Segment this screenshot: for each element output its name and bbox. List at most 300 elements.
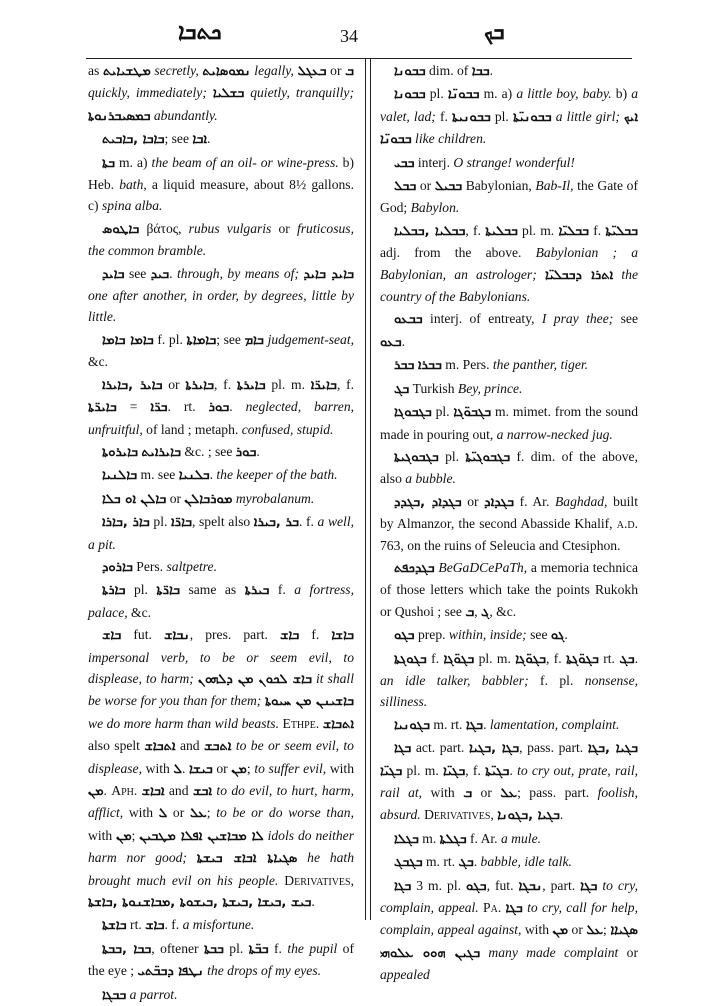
entry-text: f. dim. of the above, also bbox=[380, 448, 638, 487]
syriac-word: ܒܘܪ bbox=[208, 400, 230, 416]
syriac-word: ܒܓܕܐܕ ,ܒܓܕܕ bbox=[394, 494, 462, 510]
entry-text: 763, on the ruins of Seleucia and Ctesiphon. bbox=[380, 537, 621, 553]
syriac-word: ܒܐܝܪܬܐ bbox=[236, 377, 266, 393]
entry-text: the drops of my eyes. bbox=[203, 963, 322, 979]
syriac-word: ܐܒܐ bbox=[192, 132, 207, 148]
dictionary-entry bbox=[88, 329, 354, 373]
dictionary-entry bbox=[380, 851, 638, 873]
entry-text: quietly, tranquilly; bbox=[244, 85, 354, 101]
dictionary-entry bbox=[88, 579, 354, 623]
syriac-word: ܢܒܓܐ bbox=[518, 878, 543, 894]
syriac-word: ܢܒܐܫ bbox=[163, 628, 190, 644]
entry-text: a well, a pit. bbox=[88, 514, 354, 552]
syriac-word: ܒܒܘܢܐ bbox=[394, 64, 426, 79]
entry-text: b) Heb. bbox=[88, 154, 354, 193]
entry-text: with bbox=[422, 785, 464, 800]
syriac-word: ܒܒܠܝ̈ܐ bbox=[558, 223, 590, 239]
entry-text: m. a) bbox=[479, 86, 517, 102]
syriac-word: ܒܒܥܘ bbox=[394, 312, 423, 328]
syriac-word: ܒܬܐ bbox=[102, 155, 115, 171]
syriac-word: ܒܐܒܐ ,ܒܐܒܝܬ bbox=[102, 132, 165, 148]
entry-text: interj. of entreaty, bbox=[422, 311, 542, 327]
entry-text: pl. bbox=[431, 404, 454, 420]
syriac-word: ܒܐܫ bbox=[145, 918, 165, 934]
entry-text: , f. bbox=[465, 762, 486, 778]
syriac-word: ܒܐܪܘܕ bbox=[102, 559, 133, 575]
syriac-word: ܒܓܐ ,ܒܓܝܐ bbox=[468, 741, 520, 757]
syriac-word: ܐܬܒܐܫ bbox=[144, 739, 176, 755]
entry-text: or bbox=[618, 944, 639, 960]
entry-text: I pray thee; bbox=[541, 311, 614, 327]
entry-text: f. bbox=[268, 940, 288, 956]
syriac-word: ܒܓܝܐ ,ܒܓܐ bbox=[587, 741, 638, 757]
dictionary-entry bbox=[380, 60, 638, 82]
syriac-word: ܒܓܐ bbox=[580, 878, 598, 894]
syriac-word: ܒܒܐ bbox=[471, 64, 490, 79]
syriac-word: ܒܓܕܟܦܬ bbox=[394, 560, 435, 576]
syriac-word: ܒܒܠ bbox=[394, 179, 417, 195]
entry-text: rubus vulgaris bbox=[188, 220, 272, 236]
syriac-word: ܡܛܫܝܐܝܬ bbox=[102, 64, 151, 79]
syriac-word: ܠ bbox=[158, 806, 168, 822]
entry-text: and bbox=[164, 783, 193, 798]
entry-text: Babylonian ; a Babylonian, an astrologer; bbox=[380, 245, 638, 282]
entry-text: pl. m. bbox=[265, 376, 311, 392]
entry-text: through, by means of; bbox=[177, 265, 299, 281]
syriac-word: ܒܐܠܢ ܐܘ ܒܠܐ bbox=[102, 491, 167, 507]
syriac-word: ܒܪ̈ܐ bbox=[150, 400, 168, 416]
syriac-word: ܥܠ bbox=[586, 923, 604, 939]
entry-text: myrobalanum. bbox=[235, 490, 315, 506]
entry-text: &c. bbox=[127, 604, 152, 620]
entry-text: pl. m. bbox=[517, 222, 559, 238]
dictionary-entry bbox=[88, 218, 354, 262]
syriac-word: ܣܓܝܐܬܐ ܐܒܐܫ ܒܝܫܬܐ bbox=[196, 851, 298, 867]
syriac-word: ܒܐܪ̈ܬܐ bbox=[156, 583, 180, 599]
entry-text: ; bbox=[206, 805, 217, 821]
grammar-label: Aph. bbox=[111, 783, 138, 798]
syriac-word: ܒܒܪ bbox=[394, 358, 415, 374]
syriac-word: ܒܐܛܘܣ bbox=[102, 221, 140, 237]
entry-text: . bbox=[483, 716, 490, 732]
syriac-word: ܒܐܫ bbox=[280, 628, 300, 644]
syriac-word: ܒܐܫ bbox=[102, 628, 122, 644]
entry-text: . bbox=[473, 854, 481, 870]
dictionary-entry bbox=[380, 308, 638, 353]
entry-text: pl. bbox=[223, 940, 249, 956]
dictionary-entry bbox=[88, 464, 354, 486]
header-right-word: ܒܟ bbox=[484, 20, 505, 45]
entry-text: m. a) bbox=[114, 154, 152, 170]
syriac-word: ܒܝܫ ,ܒܝܫܐ ,ܒܝܫܬܐ ,ܒܝܫܘܬܐ ,ܡܒܐܫܢܘܬܐ ,ܒܐܫܬܐ bbox=[88, 895, 312, 911]
entry-text: , &c. bbox=[489, 603, 517, 619]
syriac-word: ܒܓܘ̈ܓܬܐ bbox=[566, 651, 599, 667]
entry-text: , part. bbox=[542, 877, 581, 893]
entry-text: or bbox=[166, 490, 185, 506]
entry-text: or bbox=[416, 178, 435, 194]
syriac-word: ܒܐܫܝܢܢ ܡܢ ܚܝܘܬܐ bbox=[264, 694, 354, 710]
syriac-word: ܒܓܝ̈ܬܐ bbox=[485, 763, 510, 779]
entry-text: m. mimet. from the sound made in pouring out, bbox=[380, 404, 638, 442]
dictionary-entry bbox=[380, 175, 638, 219]
dictionary-entry bbox=[380, 648, 638, 713]
syriac-word: ܥܠ bbox=[500, 786, 518, 801]
dictionary-entry bbox=[88, 263, 354, 328]
syriac-word: ܒܓܠܐ bbox=[394, 831, 419, 847]
dictionary-entry bbox=[88, 511, 354, 555]
entry-text: . bbox=[103, 783, 112, 798]
syriac-word: ܒܐܫܬܐ bbox=[102, 918, 127, 934]
entry-text: , spelt also bbox=[191, 514, 254, 530]
entry-text: . bbox=[311, 894, 315, 910]
dictionary-entry bbox=[380, 737, 638, 827]
entry-text: secretly, bbox=[150, 63, 203, 78]
entry-text: , bbox=[474, 603, 481, 619]
entry-text: with bbox=[123, 805, 159, 821]
entry-text: to cry, complain, appeal. bbox=[380, 877, 638, 916]
entry-text: . bbox=[169, 265, 178, 281]
syriac-word: ܥܠ bbox=[189, 806, 207, 822]
entry-text: also spelt bbox=[88, 738, 145, 754]
syriac-word: ܒܒܠܝܬܐ bbox=[485, 223, 518, 239]
syriac-word: ܠ bbox=[173, 761, 182, 777]
entry-text: ; see bbox=[216, 331, 245, 347]
entry-text: many made complaint bbox=[480, 944, 619, 960]
syriac-word: ܡܢ bbox=[116, 828, 132, 844]
entry-text: f. bbox=[435, 108, 453, 124]
dictionary-entry bbox=[380, 714, 638, 736]
entry-text: . bbox=[181, 760, 189, 776]
entry-text: built by Almanzor, the second Abasside Khalif, bbox=[380, 493, 638, 532]
entry-text: or bbox=[472, 785, 501, 800]
syriac-word: ܒܐܡܐܬܐ bbox=[186, 332, 217, 348]
entry-text: impersonal verb, bbox=[88, 649, 189, 665]
entry-text: f. bbox=[426, 650, 444, 666]
entry-text: . bbox=[634, 650, 638, 666]
dictionary-entry bbox=[88, 938, 354, 983]
entry-text: , f. bbox=[336, 376, 355, 392]
syriac-word: ܡܢ bbox=[231, 761, 247, 777]
header-rule bbox=[86, 58, 632, 59]
syriac-word: ܒܓ bbox=[394, 381, 410, 397]
entry-text: rt. bbox=[598, 650, 620, 666]
entry-text: pl. bbox=[425, 86, 448, 102]
syriac-word: ܒܓܐ bbox=[505, 901, 523, 917]
entry-text: a little boy, baby. bbox=[516, 86, 612, 102]
entry-text: prep. bbox=[414, 627, 449, 643]
dictionary-entry bbox=[380, 152, 638, 174]
syriac-word: ܒܒܝܠ bbox=[434, 179, 463, 195]
running-header bbox=[0, 10, 704, 60]
syriac-word: ܓܘ bbox=[550, 628, 565, 644]
syriac-word: ܒܓܘ̈ܓܐ bbox=[515, 651, 547, 667]
syriac-word: ܒܒܘܢܝܬܐ bbox=[452, 109, 491, 125]
entry-text: a little girl; bbox=[555, 108, 620, 124]
syriac-word: ܐܒܐܫ bbox=[141, 784, 165, 799]
entry-text: f. Ar. bbox=[513, 493, 555, 509]
entry-text: or bbox=[568, 922, 587, 938]
column-divider bbox=[365, 58, 371, 920]
syriac-word: ܒܐܪ ,ܒܐܪܐ bbox=[102, 515, 150, 531]
entry-text: Bey, prince. bbox=[457, 380, 523, 396]
dictionary-entry bbox=[380, 491, 638, 556]
dictionary-entry bbox=[380, 401, 638, 445]
syriac-word: ܐܬܪܐ ܕܒܒܠܝ̈ܐ bbox=[544, 267, 614, 283]
syriac-word: ܒܫܠܝܐ bbox=[212, 86, 245, 102]
entry-text: neglected, barren, unfruitful, bbox=[88, 399, 355, 437]
entry-text: a misfortune. bbox=[182, 917, 255, 933]
entry-text: , pres. part. bbox=[189, 627, 280, 643]
syriac-word: ܒܓܒܓ bbox=[394, 855, 423, 871]
entry-text: bath bbox=[119, 177, 144, 193]
entry-text: of the eye ; bbox=[88, 940, 354, 979]
syriac-word: ܒܓܘܓܬܐ bbox=[394, 651, 427, 667]
entry-text: m. bbox=[418, 830, 440, 846]
syriac-word: ܒܐܝܪܘܬܐ bbox=[102, 444, 138, 460]
entry-text: ; bbox=[131, 827, 140, 843]
syriac-word: ܒܓ bbox=[458, 855, 474, 871]
dictionary-entry bbox=[88, 556, 354, 578]
syriac-word: ܒܓܝܐ ,ܒܓܘܢܐ bbox=[497, 808, 560, 824]
entry-text: a narrow-necked jug. bbox=[496, 426, 613, 442]
syriac-word: ܒܒܝ bbox=[394, 155, 415, 171]
entry-text: same as bbox=[179, 582, 245, 598]
syriac-word: ܒܐܝܪܐܝܬ bbox=[141, 444, 182, 460]
syriac-word: ܒܐܝܪ̈ܐ bbox=[310, 377, 337, 393]
entry-text: to cry, call for help, complain, appeal against, bbox=[380, 900, 638, 938]
entry-text: a bubble. bbox=[405, 471, 456, 487]
syriac-word: ܒܐܪ̈ܐ bbox=[171, 515, 192, 531]
entry-text: pl. m. bbox=[402, 762, 444, 778]
entry-text: act. part. bbox=[411, 740, 469, 756]
syriac-word: ܡܢ bbox=[88, 784, 104, 799]
syriac-word: ܒܐܡܐ ܒܐܡܐ bbox=[102, 332, 154, 348]
entry-text: interj. bbox=[414, 154, 454, 170]
syriac-word: ܒܐܡ bbox=[244, 332, 264, 348]
syriac-word: ܒܓ bbox=[619, 651, 635, 667]
entry-text: b) bbox=[611, 86, 632, 102]
syriac-word: ܠܐ ܡܒܐܫܝܢ ܐܦܠܐ ܡܛܒܝܢ bbox=[139, 828, 264, 844]
entry-text: , f. bbox=[214, 376, 237, 392]
entry-text: with bbox=[326, 760, 355, 776]
dictionary-entry bbox=[380, 446, 638, 490]
grammar-label: Derivatives, bbox=[424, 807, 494, 823]
entry-text: abundantly. bbox=[150, 107, 218, 123]
dictionary-entry bbox=[88, 441, 354, 463]
syriac-word: ܒ bbox=[463, 786, 473, 801]
entry-text: f. pl. bbox=[528, 672, 585, 688]
entry-text: = bbox=[116, 399, 151, 415]
entry-text: within, inside; bbox=[448, 627, 527, 643]
right-column bbox=[380, 60, 638, 986]
entry-text: to be or seem evil, to displease, bbox=[88, 738, 354, 776]
header-left-word: ܟܬܒܐ bbox=[178, 20, 222, 45]
entry-text: O strange! wonderful! bbox=[453, 154, 575, 170]
entry-text: the keeper of the bath. bbox=[216, 467, 338, 483]
entry-text: fruticosus, bbox=[296, 220, 354, 236]
entry-text: or bbox=[271, 220, 297, 236]
entry-text: . bbox=[256, 443, 260, 459]
grammar-label: Derivatives, bbox=[284, 872, 354, 888]
entry-text: appealed bbox=[380, 967, 430, 983]
syriac-word: ܒܪ ,ܒܝܪܐ bbox=[253, 515, 299, 531]
syriac-word: ܒ bbox=[345, 64, 355, 79]
entry-text: or bbox=[212, 760, 232, 776]
entry-text: a parrot. bbox=[129, 986, 178, 1002]
syriac-word: ܐܒܫ bbox=[192, 784, 213, 799]
entry-text: . rt. bbox=[167, 399, 209, 415]
entry-text: , f. bbox=[546, 650, 567, 666]
syriac-word: ܡܘܪܒܐܠܢ bbox=[184, 491, 233, 507]
entry-text bbox=[537, 267, 545, 282]
entry-text: with bbox=[142, 760, 174, 776]
entry-text: pl. bbox=[125, 582, 157, 598]
entry-text: &c. bbox=[88, 354, 109, 370]
entry-text: ; bbox=[246, 760, 255, 776]
entry-text: it shall be worse for you than for them; bbox=[88, 670, 354, 709]
entry-text: or bbox=[167, 805, 190, 821]
syriac-word: ܒܓܒܘܓܝܬܐ bbox=[394, 449, 439, 465]
entry-text: saltpetre. bbox=[166, 558, 217, 574]
grammar-label: Ethpe. bbox=[282, 715, 320, 731]
syriac-word: ܒܝܫܐ bbox=[189, 761, 213, 777]
syriac-word: ܒܓܒܘ̈ܓܐ bbox=[453, 405, 492, 421]
entry-text: BeGaDCePaTh, bbox=[438, 559, 528, 575]
syriac-word: ܒܓܝ̈ܐ bbox=[443, 763, 466, 779]
entry-text: idols do neither harm nor good; bbox=[88, 827, 354, 866]
entry-text: m. see bbox=[137, 467, 179, 483]
entry-text: , oftener bbox=[151, 940, 204, 956]
syriac-word: ܒܓܒܘܓܐ bbox=[394, 405, 432, 421]
syriac-word: ܒܒܐ ,ܒܒܬܐ bbox=[102, 941, 152, 957]
entry-text: the beam of an oil- or wine-press. bbox=[151, 154, 339, 170]
entry-text: . f. bbox=[298, 514, 318, 530]
entry-text: adj. from the above. bbox=[380, 245, 536, 261]
entry-text: . bbox=[209, 467, 217, 483]
syriac-word: ܒܐܝܕ ܒܐܝܕ bbox=[303, 266, 355, 282]
syriac-word: ܒܓܐ bbox=[394, 878, 412, 894]
entry-text: , f. bbox=[465, 222, 486, 238]
entry-text: see bbox=[124, 265, 151, 281]
syriac-word: ܒܓܝ̈ܐ bbox=[380, 763, 403, 779]
syriac-word: ܒܓܘ bbox=[394, 628, 415, 644]
left-column bbox=[88, 60, 354, 1006]
dictionary-entry bbox=[380, 220, 638, 308]
entry-text: . bbox=[229, 399, 246, 415]
entry-text: ; bbox=[603, 922, 611, 938]
syriac-word: ܒܠܢܝܐ bbox=[178, 468, 210, 484]
entry-text: &c. ; see bbox=[181, 443, 236, 459]
entry-text: dim. of bbox=[425, 63, 472, 78]
entry-text: . bbox=[509, 762, 518, 778]
entry-text: pl. bbox=[438, 448, 466, 464]
dictionary-entry bbox=[380, 83, 638, 150]
entry-text: . bbox=[489, 63, 494, 78]
grammar-label: Pa. bbox=[483, 900, 502, 916]
dictionary-entry bbox=[380, 875, 638, 986]
dictionary-entry bbox=[88, 128, 354, 150]
entry-text: f. pl. bbox=[153, 331, 187, 347]
entry-text: the country of the Babylonians. bbox=[380, 266, 638, 305]
entry-text: Babylon. bbox=[410, 200, 460, 216]
syriac-word: ܢܛܦܐ ܕܒܒ̈ܬܝ bbox=[137, 964, 204, 980]
entry-text: , pass. part. bbox=[519, 740, 588, 756]
entry-text: Baghdad, bbox=[554, 493, 608, 509]
entry-text: of land ; metaph. bbox=[142, 421, 242, 437]
syriac-word: ܒܒ̈ܬܐ bbox=[248, 941, 269, 957]
entry-text: 3 m. pl. bbox=[411, 877, 466, 893]
syriac-word: ܒܐܝܪܬܐ bbox=[185, 377, 215, 393]
entry-text: a memoria technica of those letters which take the points Rukokh or Qushoi ; see bbox=[380, 559, 638, 619]
entry-text: with bbox=[88, 827, 117, 843]
syriac-word: ܒܥܘ bbox=[380, 334, 402, 350]
entry-text: . f. bbox=[164, 917, 183, 933]
entry-text: or bbox=[461, 493, 485, 509]
entry-text: an idle talker, babbler; bbox=[380, 672, 529, 688]
syriac-word: ܓ bbox=[481, 604, 490, 620]
entry-text: rt. bbox=[126, 917, 146, 933]
dictionary-entry bbox=[88, 984, 354, 1006]
entry-text: βάτος, bbox=[139, 220, 189, 236]
dictionary-entry bbox=[88, 488, 354, 510]
entry-text: or bbox=[326, 63, 346, 78]
dictionary-entry bbox=[88, 60, 354, 127]
entry-text bbox=[187, 850, 197, 865]
syriac-word: ܒܓܘܢܝܐ bbox=[394, 717, 430, 733]
entry-text: the panther, tiger. bbox=[492, 357, 589, 373]
entry-text: a mule. bbox=[500, 830, 542, 846]
syriac-word: ܢܡܘܣܐܝܬ bbox=[202, 64, 251, 79]
entry-text: Babylonian, bbox=[462, 178, 536, 194]
entry-text: fut. bbox=[121, 627, 164, 643]
entry-text: . bbox=[559, 807, 564, 823]
entry-text: the common bramble. bbox=[88, 243, 207, 259]
syriac-word: ܒܓܕܐܕ bbox=[484, 494, 514, 510]
entry-text: see bbox=[613, 311, 638, 327]
dictionary-entry bbox=[88, 914, 354, 936]
dictionary-entry bbox=[380, 624, 638, 646]
syriac-word: ܒܐܠܢܝܐ bbox=[102, 468, 138, 484]
syriac-word: ܒܐܫܐ bbox=[331, 628, 354, 644]
entry-text: f. Ar. bbox=[466, 830, 501, 846]
entry-text: Pers. bbox=[132, 558, 167, 574]
entry-text: he hath brought much evil on his people. bbox=[88, 850, 354, 888]
syriac-word: ܒܒܠܝܐ ,ܒܒܠܝܐ bbox=[394, 223, 466, 239]
entry-text: , fut. bbox=[486, 877, 519, 893]
syriac-word: ܒܒܠܝ̈ܬܐ bbox=[605, 223, 638, 239]
entry-text: lamentation, complaint. bbox=[489, 716, 620, 732]
entry-text: confused, stupid. bbox=[241, 421, 334, 437]
entry-text: f. bbox=[589, 222, 606, 238]
entry-text: , a liquid measure, about 8½ gallons. c) bbox=[88, 177, 354, 214]
syriac-word: ܒܡܣܝܒܪܢܘܬܐ bbox=[88, 108, 151, 124]
entry-text: . bbox=[206, 131, 211, 147]
dictionary-entry bbox=[88, 374, 354, 440]
entry-text: one after another, in order, by degrees, little by little. bbox=[88, 288, 354, 325]
syriac-word: ܒܐܪܬܐ bbox=[102, 583, 126, 599]
entry-text: the pupil bbox=[287, 940, 338, 956]
syriac-word: ܐܬܒܫ bbox=[203, 739, 232, 755]
entry-text: as bbox=[88, 63, 103, 78]
entry-text: ; pass. part. bbox=[517, 785, 598, 800]
syriac-word: ܒܒܓܐ bbox=[102, 987, 127, 1003]
syriac-word: ܒܓܐ bbox=[465, 717, 484, 733]
syriac-word: ܒܓܒܘܓܝ̈ܬܐ bbox=[465, 449, 511, 465]
grammar-label: a.d. bbox=[616, 516, 638, 532]
syriac-word: ܒܒܘܢܐ bbox=[394, 87, 426, 103]
dictionary-entry bbox=[380, 557, 638, 623]
entry-text: the Gate of God; bbox=[380, 178, 639, 216]
